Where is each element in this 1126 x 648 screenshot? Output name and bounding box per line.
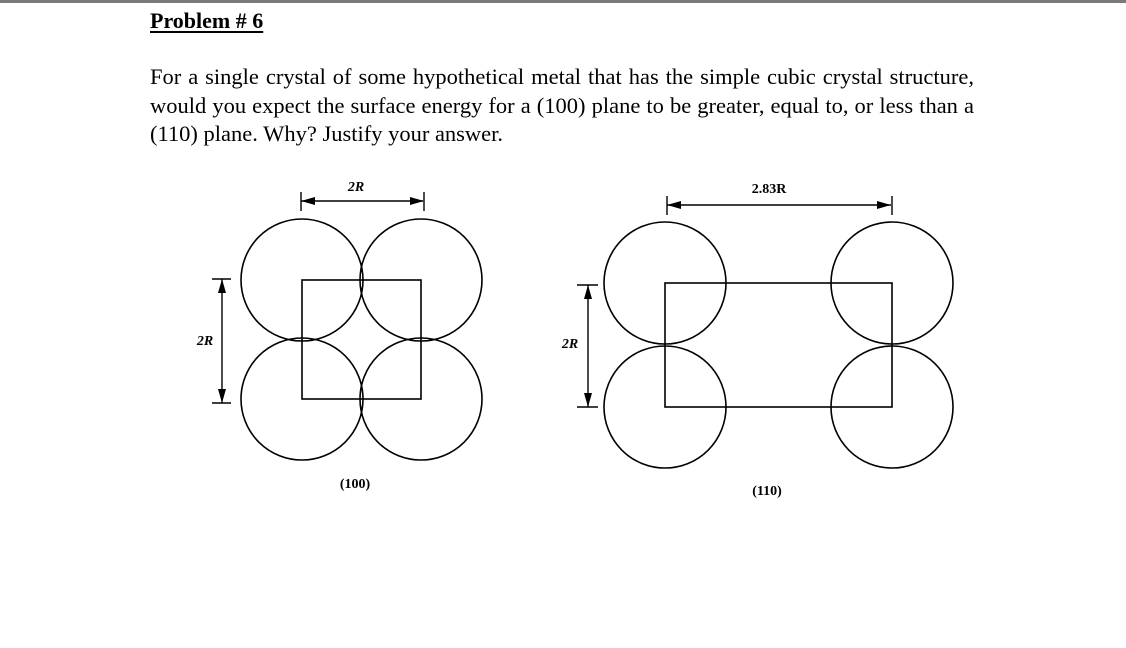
unit-cell-outline	[665, 283, 892, 407]
plane-caption-100: (100)	[339, 477, 371, 492]
plane-caption-110: (110)	[752, 484, 782, 499]
height-dimension-label: 2R	[196, 334, 214, 349]
height-dimension-label: 2R	[561, 337, 579, 352]
unit-cell-outline	[302, 280, 421, 399]
width-dimension-label: 2.83R	[751, 182, 787, 197]
width-dimension-label: 2R	[347, 180, 365, 195]
problem-title: Problem # 6	[150, 8, 264, 33]
plane-100-diagram	[196, 180, 482, 492]
plane-110-diagram	[561, 182, 953, 499]
problem-statement: For a single crystal of some hypothetical metal that has the simple cubic crystal structure, would you expect the surface energy for a (100) plane to be greater, equal to, or less than a (110) plane. Why? Justify your answer.	[150, 64, 974, 146]
